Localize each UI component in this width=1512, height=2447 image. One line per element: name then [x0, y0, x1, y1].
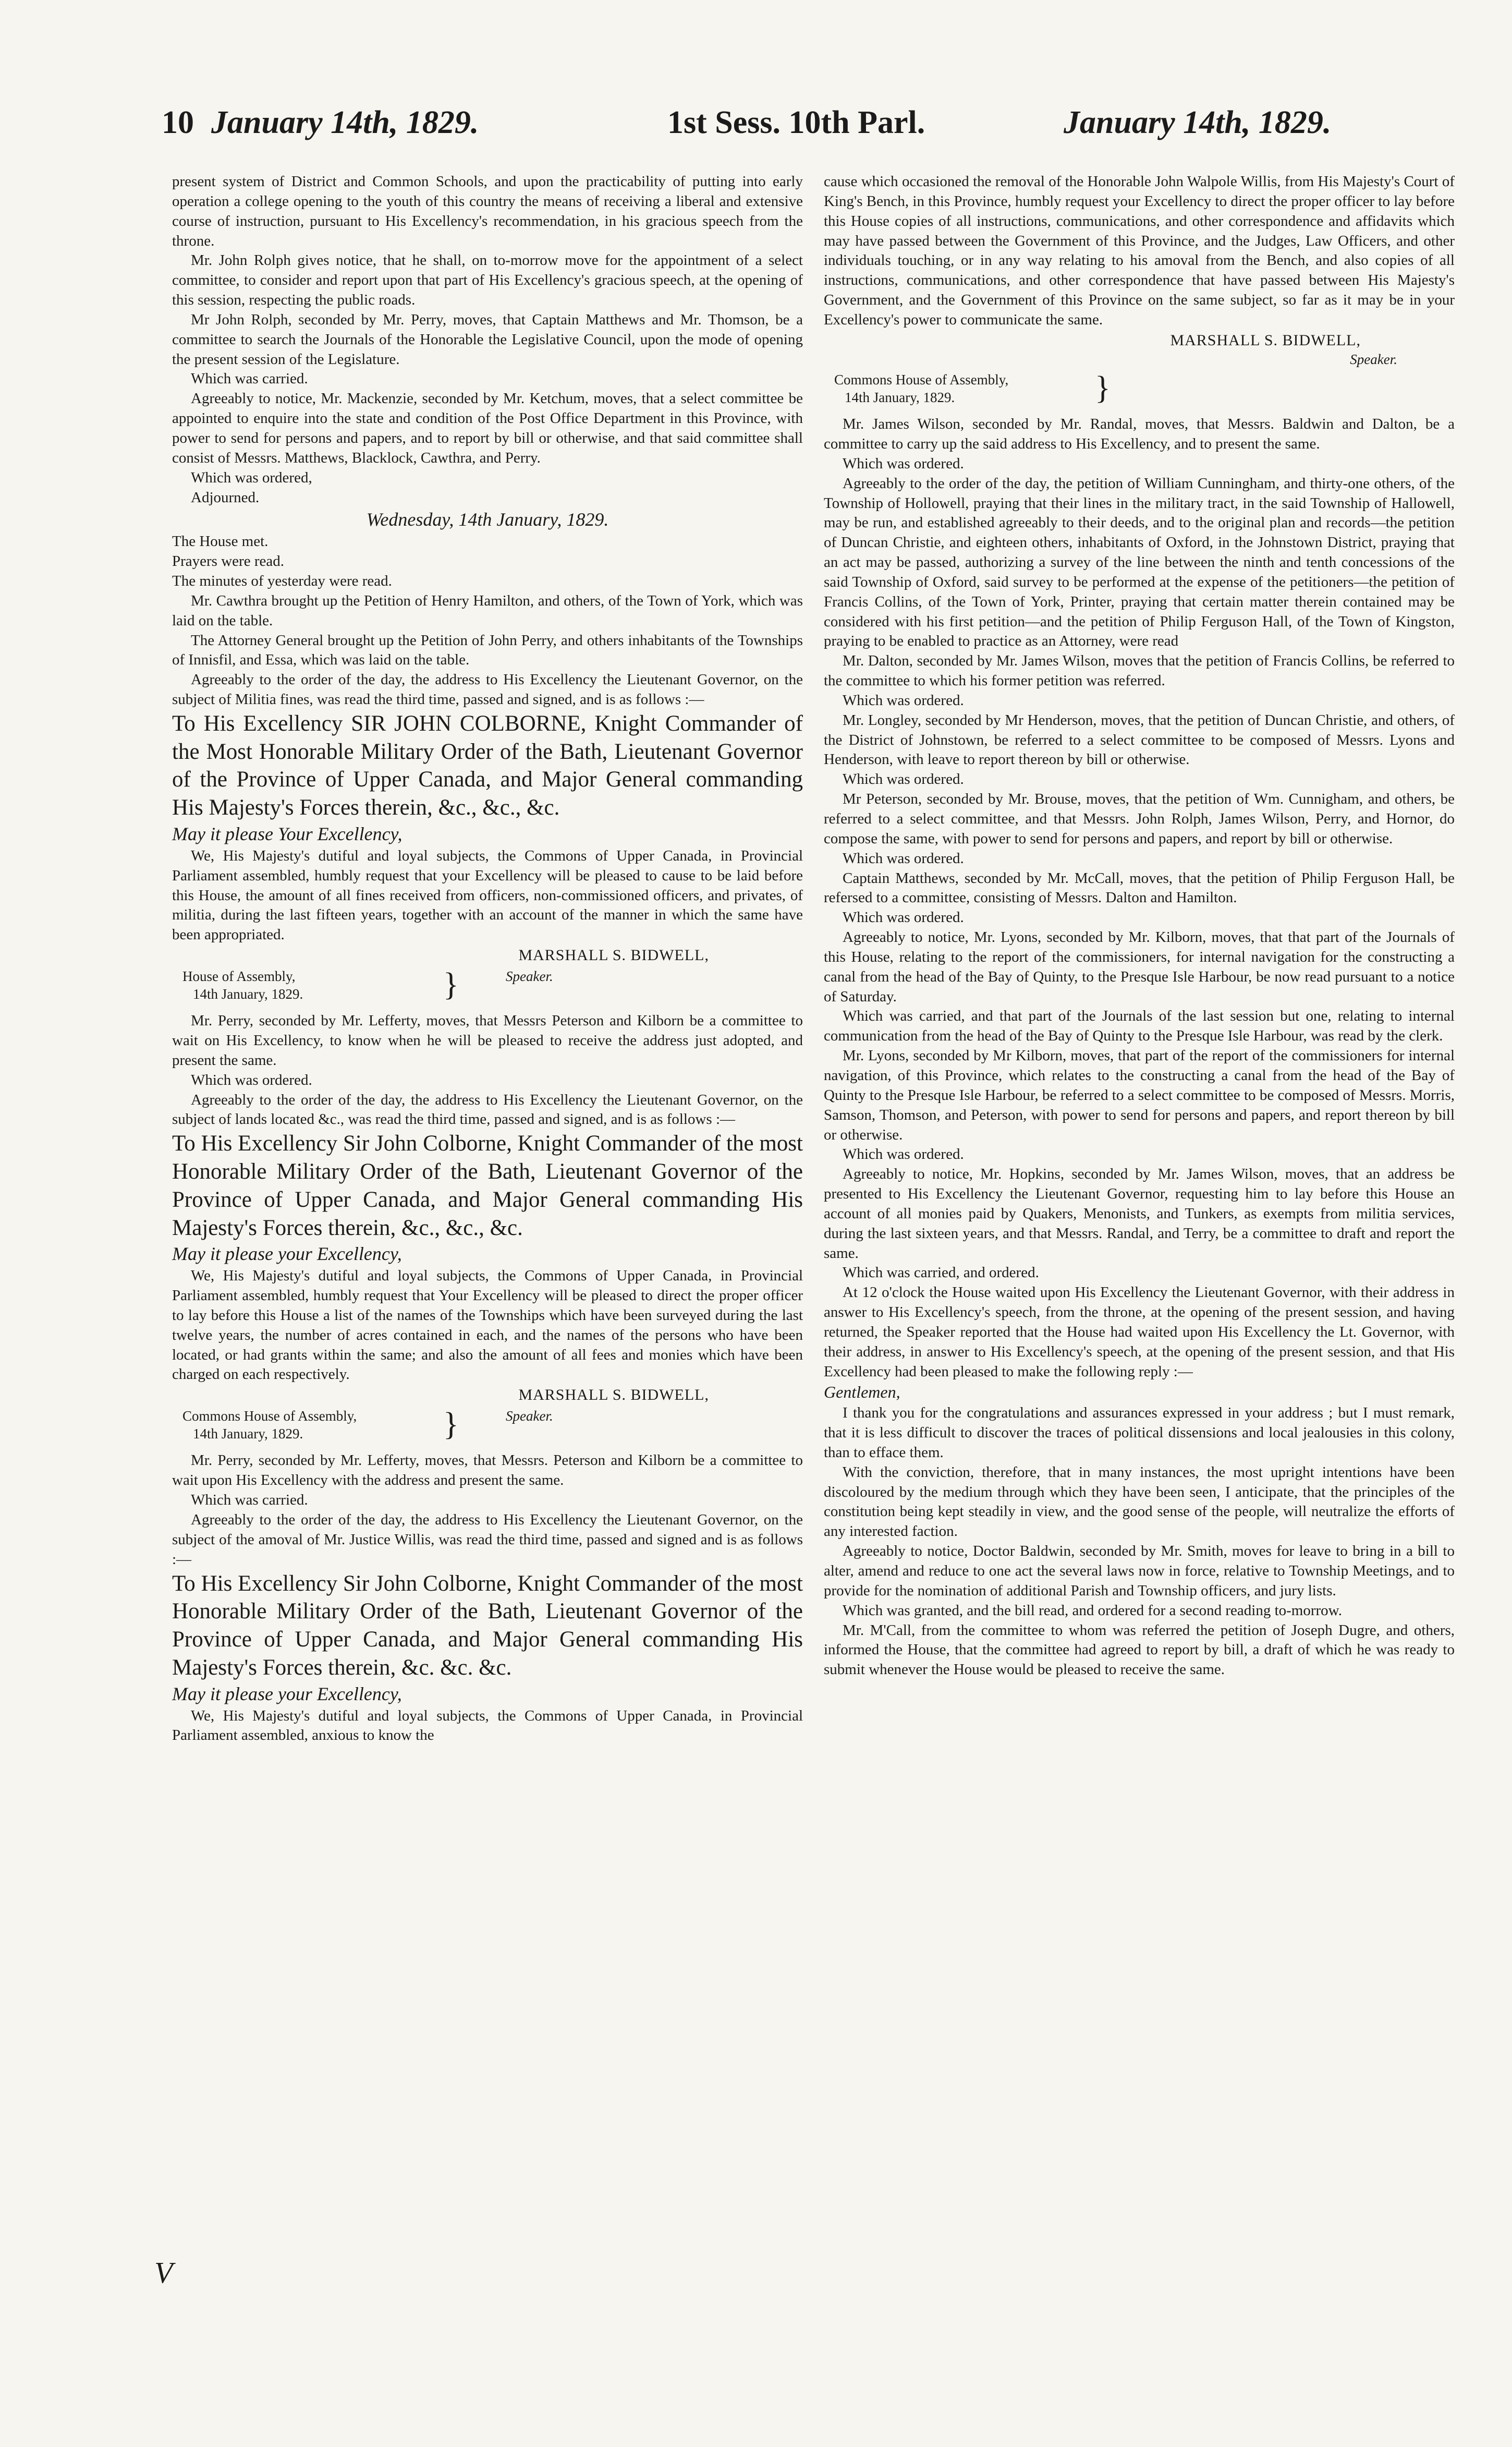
house-date: 14th January, 1829.	[193, 1426, 303, 1442]
house-date: 14th January, 1829.	[193, 986, 303, 1002]
brace-glyph: }	[443, 967, 459, 1003]
paragraph: Adjourned.	[191, 489, 260, 506]
paragraph: present system of District and Common Schools, and upon the practicability of putting into early operation a college opening to the youth of this country the means of receiving a liberal and extensive course of instruction, pursuant to His Excellency's recommendation, in his gracious speech from the throne.	[172, 173, 803, 249]
paragraph: Mr. Cawthra brought up the Petition of Henry Hamilton, and others, of the Town of York, which was laid on the table.	[172, 592, 803, 629]
address-title: To His Excellency Sir John Colborne, Knight Commander of the most Honorable Military Order of the Bath, Lieutenant Governor of the Province of Upper Canada, and Major General commanding His Majesty's Forces therein, &c. &c. &c.	[172, 1571, 803, 1680]
paragraph: Mr John Rolph, seconded by Mr. Perry, moves, that Captain Matthews and Mr. Thomson, be a committee to search the Journals of the Honorable the Legislative Council, upon the mode of opening the present session of the Legislature.	[172, 311, 803, 368]
page-header	[162, 104, 1361, 151]
reply-paragraph: I thank you for the congratulations and assurances expressed in your address ; but I must remark, that it is less difficult to discover the traces of political dissensions and local jealousies in this colony, than to efface them.	[824, 1404, 1455, 1461]
paragraph: Agreeably to the order of the day, the petition of William Cunningham, and thirty-one others, of the Township of Hollowell, praying that their lines in the military tract, in the said Township of Hallowell, may be run, and established agreeably to their deeds, and to the original plan and records—the petition of Duncan Christie, and eighteen others, inhabitants of Oxford, in the Johnstown District, praying that an act may be passed, authorizing a survey of the line between the ninth and tenth concessions of the said Township of Oxford, said survey to be performed at the expense of the petitioners—the petition of Francis Collins, of the Town of York, Printer, praying that certain matter therein contained may be considered with his first petition—and the petition of Philip Ferguson Hall, of the Town of Kingston, praying to be enabled to practice as an Attorney, were read	[824, 475, 1455, 650]
house-name: House of Assembly,	[182, 968, 296, 985]
margin-check-mark: V	[154, 2256, 173, 2289]
paragraph: Captain Matthews, seconded by Mr. McCall, moves, that the petition of Philip Ferguson Hall, be refersed to a committee, consisting of Messrs. Dalton and Hamilton.	[824, 869, 1455, 906]
paragraph: Which was ordered,	[191, 469, 312, 486]
paragraph: Agreeably to notice, Mr. Hopkins, seconded by Mr. James Wilson, moves, that an address be presented to His Excellency the Lieutenant Governor, requesting him to lay before this House an account of all monies paid by Quakers, Menonists, and Tunkers, as exempts from militia services, during the last sixteen years, and that Messrs. Randal, and Terry, be a committee to draft and report the same.	[824, 1166, 1455, 1262]
section-dateline: Wednesday, 14th January, 1829.	[366, 509, 609, 530]
paragraph: Agreeably to notice, Mr. Mackenzie, seconded by Mr. Ketchum, moves, that a select committee be appointed to enquire into the state and condition of the Post Office Department in this Province, with power to send for persons and papers, and to report by bill or otherwise, and that said committee shall consist of Messrs. Matthews, Blacklock, Cawthra, and Perry.	[172, 390, 803, 466]
paragraph: Agreeably to the order of the day, the address to His Excellency the Lieutenant Governor, on the subject of the amoval of Mr. Justice Willis, was read the third time, passed and signed and is as follows :—	[172, 1511, 803, 1568]
house-date: 14th January, 1829.	[845, 390, 955, 406]
paragraph: Which was ordered.	[843, 455, 964, 472]
address-salutation: May it please your Excellency,	[172, 1243, 402, 1265]
address-title: To His Excellency SIR JOHN COLBORNE, Knight Commander of the Most Honorable Military Order of the Bath, Lieutenant Governor of the Province of Upper Canada, and Major General commanding His Majesty's Forces therein, &c., &c., &c.	[172, 711, 803, 820]
paragraph: Agreeably to notice, Doctor Baldwin, seconded by Mr. Smith, moves for leave to bring in a bill to alter, amend and reduce to one act the several laws now in force, relative to Township Meetings, and to provide for the nomination of additional Parish and Township officers, and jury lists.	[824, 1543, 1455, 1599]
speaker-signature: MARSHALL S. BIDWELL,	[518, 1386, 709, 1404]
house-dateline-block	[172, 1407, 803, 1443]
address-salutation: May it please your Excellency,	[172, 1683, 402, 1704]
house-dateline-block	[172, 967, 803, 1003]
paragraph: Which was carried, and ordered.	[843, 1264, 1039, 1281]
address-body: We, His Majesty's dutiful and loyal subjects, the Commons of Upper Canada, in Provincial Parliament assembled, humbly request that Your Excellency will be pleased to direct the proper officer to lay before this House a list of the names of the Townships which have been surveyed during the last twelve years, the number of acres contained in each, and the names of the persons who have been located, or had grants within the same; and also the amount of all fees and monies which have been charged on each respectively.	[172, 1267, 803, 1383]
header-date-right: January 14th, 1829.	[1064, 105, 1332, 140]
address-body: We, His Majesty's dutiful and loyal subjects, the Commons of Upper Canada, in Provincial Parliament assembled, anxious to know the	[172, 1707, 803, 1744]
brace-glyph: }	[1095, 370, 1111, 406]
paragraph: Which was ordered.	[843, 1146, 964, 1163]
paragraph: Which was carried.	[191, 1492, 308, 1509]
paragraph: The House met.	[172, 533, 269, 550]
paragraph: Which was ordered.	[843, 771, 964, 788]
paragraph: Mr. Perry, seconded by Mr. Lefferty, moves, that Messrs. Peterson and Kilborn be a committee to wait upon His Excellency with the address and present the same.	[172, 1452, 803, 1489]
speaker-role: Speaker.	[506, 968, 553, 985]
paragraph: The Attorney General brought up the Petition of John Perry, and others inhabitants of the Townships of Innisfil, and Essa, which was laid on the table.	[172, 632, 803, 669]
left-column	[172, 172, 803, 1746]
header-session: 1st Sess. 10th Parl.	[667, 105, 925, 140]
paragraph: Mr. Dalton, seconded by Mr. James Wilson, moves that the petition of Francis Collins, be referred to the committee to which his former petition was referred.	[824, 652, 1455, 689]
paragraph: Mr. James Wilson, seconded by Mr. Randal, moves, that Messrs. Baldwin and Dalton, be a committee to carry up the said address to His Excellency, and to present the same.	[824, 416, 1455, 452]
speaker-signature: MARSHALL S. BIDWELL,	[518, 947, 709, 964]
page-number: 10	[162, 105, 194, 140]
address-body-continued: cause which occasioned the removal of the Honorable John Walpole Willis, from His Majesty's Court of King's Bench, in this Province, humbly request your Excellency to direct the proper officer to lay before this House copies of all instructions, communications, and other correspondence and affidavits which may have passed between the Government of this Province, and the Judges, Law Officers, and other individuals touching, or in any way relating to his amoval from the Bench, and also copies of all instructions, communications, and other correspondence that have passed between His Majesty's Government, and the Government of this Province on the same subject, so far as it may be in your Excellency's power to communicate the same.	[824, 173, 1455, 328]
paragraph: Which was ordered.	[843, 692, 964, 709]
paragraph: Which was ordered.	[191, 1071, 312, 1088]
paragraph: Mr. Longley, seconded by Mr Henderson, moves, that the petition of Duncan Christie, and others, of the District of Johnstown, be referred to a select committee to be composed of Messrs. Lyons and Henderson, with leave to report thereon by bill or otherwise.	[824, 711, 1455, 768]
paragraph: Agreeably to notice, Mr. Lyons, seconded by Mr. Kilborn, moves, that that part of the Journals of this House, relating to the report of the commissioners, for internal navigation for the constructing a canal from the head of the Bay of Quinty, to the Presque Isle Harbour, be now read pursuant to a notice of Saturday.	[824, 929, 1455, 1005]
address-salutation: May it please Your Excellency,	[172, 823, 403, 844]
paragraph: Which was ordered.	[843, 909, 964, 926]
speaker-role: Speaker.	[1350, 351, 1397, 367]
paragraph: Which was carried.	[191, 370, 308, 387]
paragraph: Which was carried, and that part of the Journals of the last session but one, relating to internal communication from the head of the Bay of Quinty to the Presque Isle Harbour, was read by the clerk.	[824, 1008, 1455, 1045]
paragraph: Agreeably to the order of the day, the address to His Excellency the Lieutenant Governor, on the subject of lands located &c., was read the third time, passed and signed, and is as follows :—	[172, 1091, 803, 1128]
paragraph: Prayers were read.	[172, 553, 284, 570]
reply-paragraph: With the conviction, therefore, that in many instances, the most upright intentions have been discoloured by the medium through which they have been seen, I anticipate, that the principles of the constitution being kept steadily in view, and the good sense of the people, will neutralize the efforts of any interested faction.	[824, 1463, 1455, 1540]
address-body: We, His Majesty's dutiful and loyal subjects, the Commons of Upper Canada, in Provincial Parliament assembled, humbly request that your Excellency will be pleased to cause to be laid before this House, the amount of all fines received from officers, non-commissioned officers, and privates, of militia, during the last fifteen years, together with an account of the manner in which the same have been appropriated.	[172, 847, 803, 943]
paragraph: Which was granted, and the bill read, and ordered for a second reading to-morrow.	[843, 1602, 1342, 1619]
paragraph: Mr. Lyons, seconded by Mr Kilborn, moves, that part of the report of the commissioners for internal navigation, of this Province, which relates to the constructing a canal from the head of the Bay of Quinty to the Presque Isle Harbour, be referred to a select committee to be composed of Messrs. Morris, Samson, Thomson, and Peterson, with power to send for persons and papers, and report thereon by bill or otherwise.	[824, 1047, 1455, 1143]
paragraph: Agreeably to the order of the day, the address to His Excellency the Lieutenant Governor, on the subject of Militia fines, was read the third time, passed and signed, and is as follows :—	[172, 671, 803, 708]
paragraph: Mr. John Rolph gives notice, that he shall, on to-morrow move for the appointment of a select committee, to consider and report upon that part of His Excellency's gracious speech, at the opening of this session, respecting the public roads.	[172, 252, 803, 309]
speaker-signature: MARSHALL S. BIDWELL,	[1170, 331, 1361, 349]
brace-glyph: }	[443, 1407, 459, 1443]
reply-salutation: Gentlemen,	[824, 1383, 900, 1402]
house-name: Commons House of Assembly,	[834, 372, 1009, 388]
paragraph: The minutes of yesterday were read.	[172, 573, 392, 589]
paragraph: Mr. M'Call, from the committee to whom was referred the petition of Joseph Dugre, and others, informed the House, that the committee had agreed to report by bill, a draft of which he was ready to submit whenever the House would be pleased to receive the same.	[824, 1621, 1455, 1678]
house-name: Commons House of Assembly,	[182, 1408, 357, 1424]
right-column	[824, 172, 1455, 1680]
speaker-role: Speaker.	[506, 1408, 553, 1424]
address-title: To His Excellency Sir John Colborne, Knight Commander of the most Honorable Military Order of the Bath, Lieutenant Governor of the Province of Upper Canada, and Major General commanding His Majesty's Forces therein, &c., &c., &c.	[172, 1131, 803, 1240]
paragraph: Mr Peterson, seconded by Mr. Brouse, moves, that the petition of Wm. Cunnigham, and others, be referred to a select committee, and that Messrs. John Rolph, James Wilson, Perry, and Hornor, do compose the same, with power to send for persons and papers, and report by bill or otherwise.	[824, 791, 1455, 847]
paragraph: Which was ordered.	[843, 850, 964, 867]
paragraph: At 12 o'clock the House waited upon His Excellency the Lieutenant Governor, with their address in answer to His Excellency's speech, from the throne, at the opening of the present session, and having returned, the Speaker reported that the House had waited upon His Excellency the Lt. Governor, with their address, in answer to His Excellency's speech, at the opening of the present session, and that His Excellency had been pleased to make the following reply :—	[824, 1284, 1455, 1380]
header-date-left: January 14th, 1829.	[211, 105, 479, 140]
house-dateline-block	[824, 371, 1455, 406]
paragraph: Mr. Perry, seconded by Mr. Lefferty, moves, that Messrs Peterson and Kilborn be a committee to wait on His Excellency, to know when he will be pleased to receive the address just adopted, and present the same.	[172, 1012, 803, 1069]
